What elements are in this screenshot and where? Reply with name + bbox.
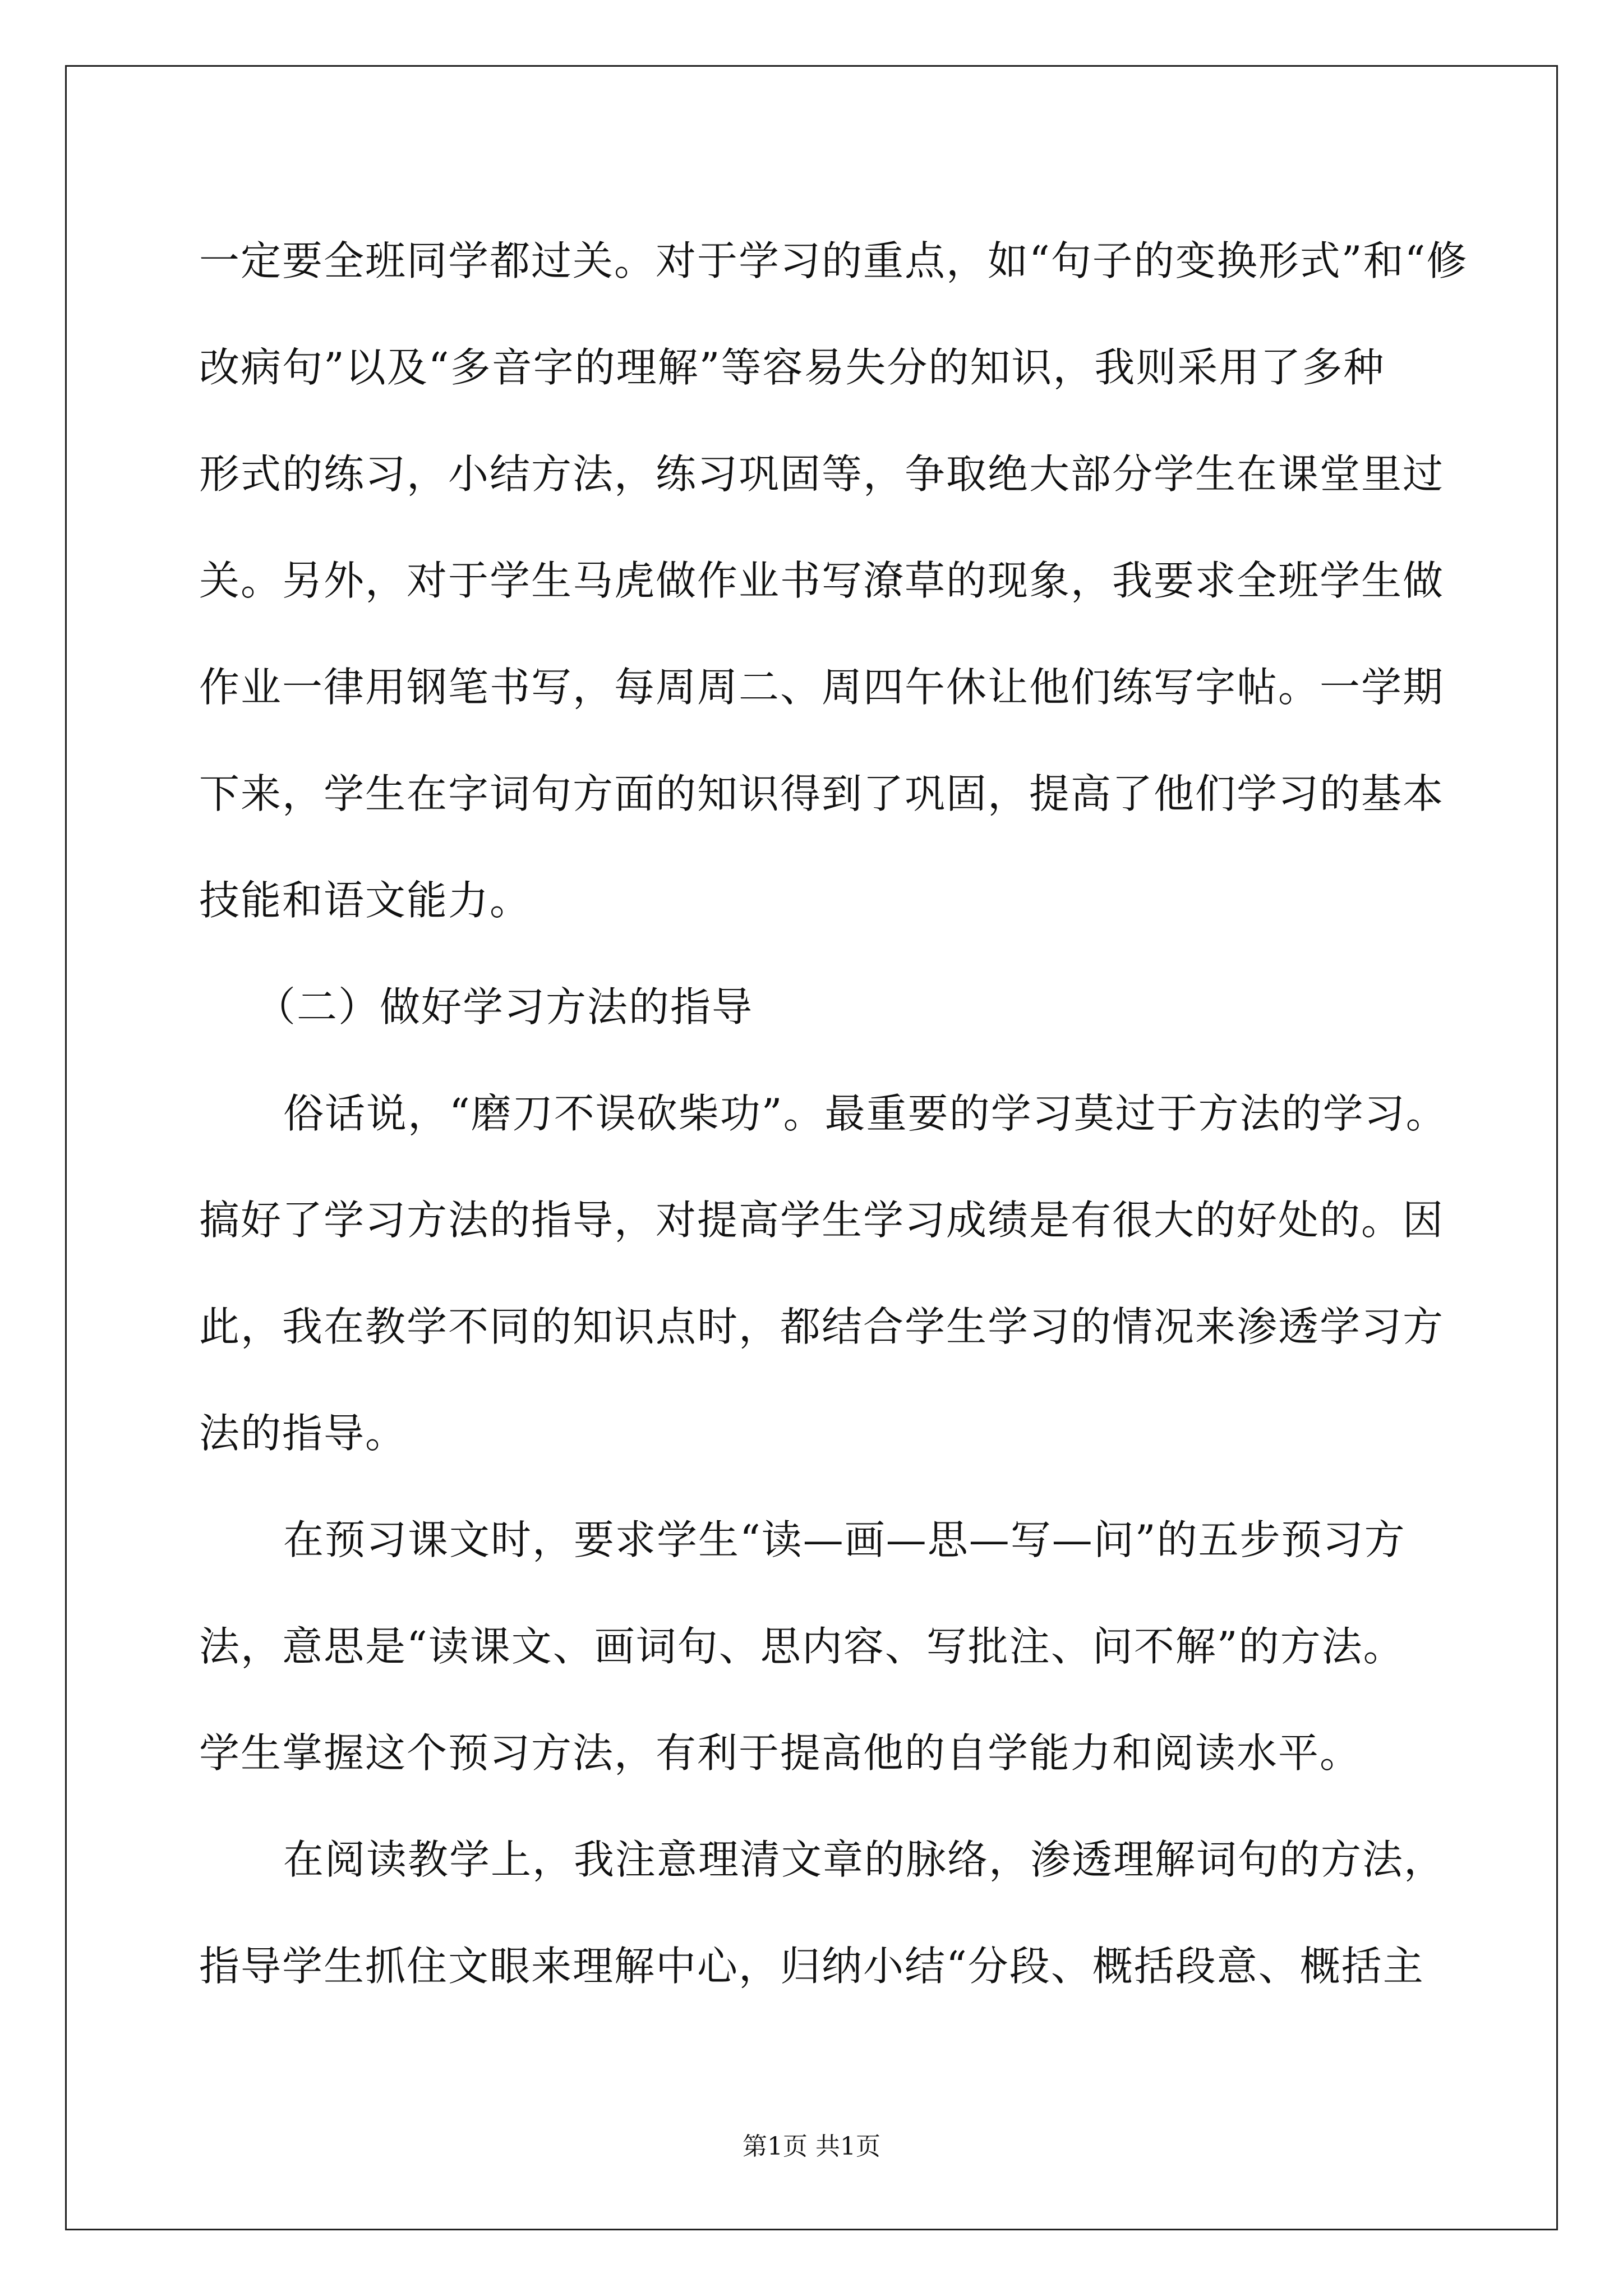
text-line-12: 法的指导。 xyxy=(199,1410,407,1457)
text-line-4: 关。另外，对于学生马虎做作业书写潦草的现象，我要求全班学生做 xyxy=(199,557,1445,604)
text-line-7: 技能和语文能力。 xyxy=(199,877,532,924)
section-heading: （二）做好学习方法的指导 xyxy=(255,983,754,1030)
text-line-2: 改病句”以及“多音字的理解”等容易失分的知识，我则采用了多种 xyxy=(199,344,1385,391)
text-line-14: 法，意思是“读课文、画词句、思内容、写批注、问不解”的方法。 xyxy=(199,1623,1405,1670)
text-line-17: 指导学生抓住文眼来理解中心，归纳小结“分段、概括段意、概括主 xyxy=(199,1943,1424,1990)
text-line-6: 下来，学生在字词句方面的知识得到了巩固，提高了他们学习的基本 xyxy=(199,770,1445,817)
text-line-16: 在阅读教学上，我注意理清文章的脉络，渗透理解词句的方法， xyxy=(283,1836,1446,1883)
text-line-9: 俗话说，“磨刀不误砍柴功”。最重要的学习莫过于方法的学习。 xyxy=(283,1090,1447,1137)
text-line-10: 搞好了学习方法的指导，对提高学生学习成绩是有很大的好处的。因 xyxy=(199,1197,1445,1244)
text-line-11: 此，我在教学不同的知识点时，都结合学生学习的情况来渗透学习方 xyxy=(199,1303,1445,1350)
text-line-15: 学生掌握这个预习方法，有利于提高他的自学能力和阅读水平。 xyxy=(199,1729,1362,1777)
text-line-3: 形式的练习，小结方法，练习巩固等，争取绝大部分学生在课堂里过 xyxy=(199,450,1445,498)
page-footer: 第1页 共1页 xyxy=(743,2132,880,2161)
text-line-13: 在预习课文时，要求学生“读—画—思—写—问”的五步预习方 xyxy=(283,1516,1406,1563)
text-line-5: 作业一律用钢笔书写，每周周二、周四午休让他们练写字帖。一学期 xyxy=(199,664,1445,711)
text-line-1: 一定要全班同学都过关。对于学习的重点，如“句子的变换形式”和“修 xyxy=(199,237,1468,284)
document-body xyxy=(199,208,1468,2019)
